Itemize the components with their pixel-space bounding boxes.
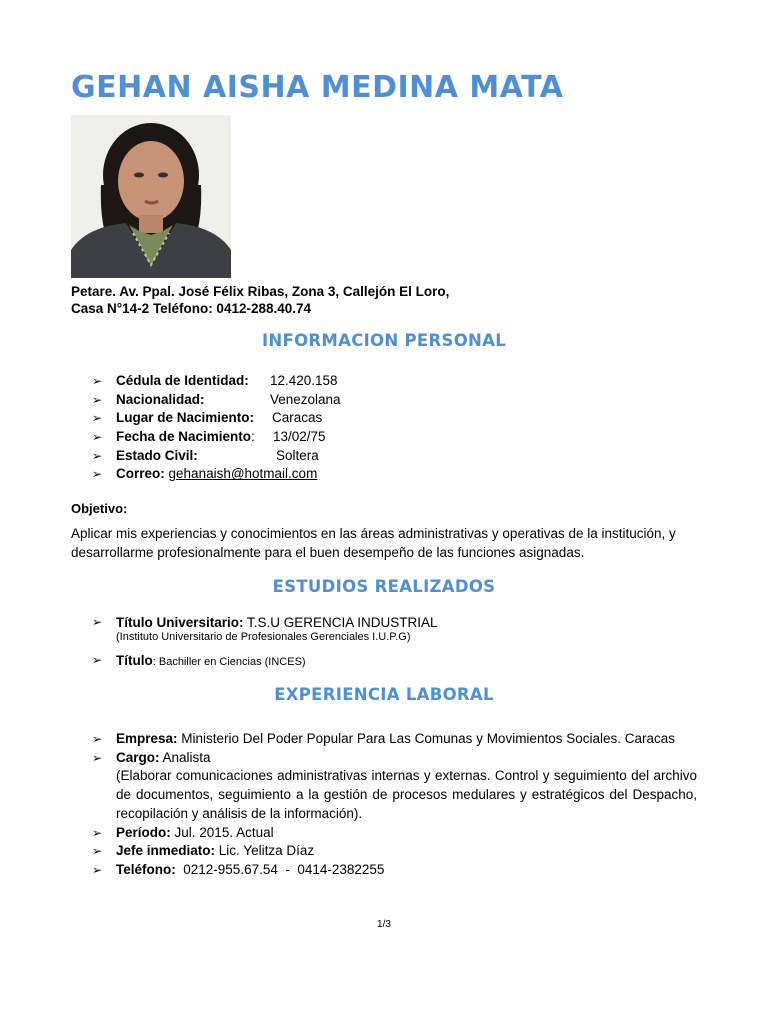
list-item — [92, 842, 697, 861]
bullet-arrow-icon: ➢ — [92, 392, 103, 407]
profile-photo — [71, 115, 231, 278]
bullet-arrow-icon: ➢ — [92, 430, 103, 445]
list-item — [92, 615, 438, 644]
list-item — [92, 861, 697, 880]
list-item — [92, 428, 326, 447]
address-line-1: Petare. Av. Ppal. José Félix Ribas, Zona 3, Callejón El Loro, — [71, 284, 450, 299]
field-label-colon: : — [251, 429, 255, 445]
bullet-arrow-icon: ➢ — [92, 862, 103, 877]
field-label: Teléfono: — [116, 861, 176, 877]
field-label: Período: — [116, 824, 171, 840]
objective-label: Objetivo: — [71, 501, 128, 516]
list-item — [92, 391, 341, 410]
field-label: Título Universitario: — [116, 615, 244, 630]
field-label: Jefe inmediato: — [116, 843, 216, 859]
field-label: Nacionalidad: — [116, 391, 205, 407]
bullet-arrow-icon: ➢ — [92, 732, 103, 746]
bullet-arrow-icon: ➢ — [92, 825, 103, 840]
bullet-arrow-icon: ➢ — [92, 615, 103, 629]
study-item-university — [92, 615, 438, 644]
field-value: T.S.U GERENCIA INDUSTRIAL — [247, 615, 438, 630]
portrait-illustration — [71, 115, 231, 278]
list-item — [92, 447, 317, 466]
field-label: Lugar de Nacimiento: — [116, 410, 255, 426]
bullet-arrow-icon: ➢ — [92, 411, 103, 426]
field-value: Caracas — [272, 410, 323, 426]
address-line-2: Casa N°14-2 Teléfono: 0412-288.40.74 — [71, 301, 312, 316]
bullet-arrow-icon: ➢ — [92, 844, 103, 859]
list-item — [92, 653, 306, 668]
list-item — [92, 409, 323, 428]
list-item — [92, 730, 697, 749]
section-title-experience: EXPERIENCIA LABORAL — [274, 685, 494, 704]
field-label: Cédula de Identidad: — [116, 373, 249, 388]
page-number: 1/3 — [377, 919, 391, 930]
objective-text: Aplicar mis experiencias y conocimientos en las áreas administrativas y operativas de la institución, y desarrollarme profesionalmente para el buen desempeño de las funciones asignadas. — [71, 526, 676, 560]
bullet-arrow-icon: ➢ — [92, 448, 103, 463]
study-item-highschool — [92, 653, 306, 668]
list-item — [92, 824, 697, 843]
bullet-arrow-icon: ➢ — [92, 374, 103, 388]
personal-info-list — [92, 372, 341, 484]
bullet-arrow-icon: ➢ — [92, 750, 103, 765]
field-value: : Bachiller en Ciencias (INCES) — [152, 656, 306, 668]
field-label: Título — [116, 653, 153, 668]
email-link[interactable]: gehanaish@hotmail.com — [168, 466, 318, 482]
contact-address — [71, 283, 449, 317]
field-value: 12.420.158 — [270, 373, 338, 388]
section-title-personal: INFORMACION PERSONAL — [261, 331, 507, 350]
list-item — [92, 749, 697, 824]
list-item — [92, 465, 317, 484]
field-value: 0212-955.67.54 - 0414-2382255 — [179, 861, 385, 877]
field-value: Ministerio Del Poder Popular Para Las Comunas y Movimientos Sociales. Caracas — [181, 731, 676, 746]
field-value: Analista — [162, 749, 211, 765]
bullet-arrow-icon: ➢ — [92, 653, 103, 667]
field-value: Jul. 2015. Actual — [174, 824, 274, 840]
field-label: Correo: — [116, 466, 165, 482]
candidate-name: GEHAN AISHA MEDINA MATA — [71, 70, 564, 105]
field-label: Empresa: — [116, 731, 178, 746]
field-label: Estado Civil: — [116, 447, 198, 463]
field-label: Cargo: — [116, 749, 160, 765]
experience-list — [92, 730, 697, 880]
job-description: (Elaborar comunicaciones administrativas internas y externas. Control y seguimiento del archivo de documentos, seguimiento a la gestión de procesos medulares y estratégicos del Despacho, recopilación y análisis de la información). — [116, 768, 697, 821]
institution-note: (Instituto Universitario de Profesionales Gerenciales I.U.P.G) — [116, 631, 411, 643]
section-title-studies: ESTUDIOS REALIZADOS — [272, 577, 496, 596]
field-value: Venezolana — [270, 391, 341, 407]
field-value: Lic. Yelitza Díaz — [218, 843, 315, 859]
field-value: Soltera — [276, 447, 319, 463]
field-value: 13/02/75 — [273, 429, 326, 445]
list-item — [92, 372, 338, 391]
field-label: Fecha de Nacimiento — [116, 429, 252, 445]
bullet-arrow-icon: ➢ — [92, 467, 103, 482]
